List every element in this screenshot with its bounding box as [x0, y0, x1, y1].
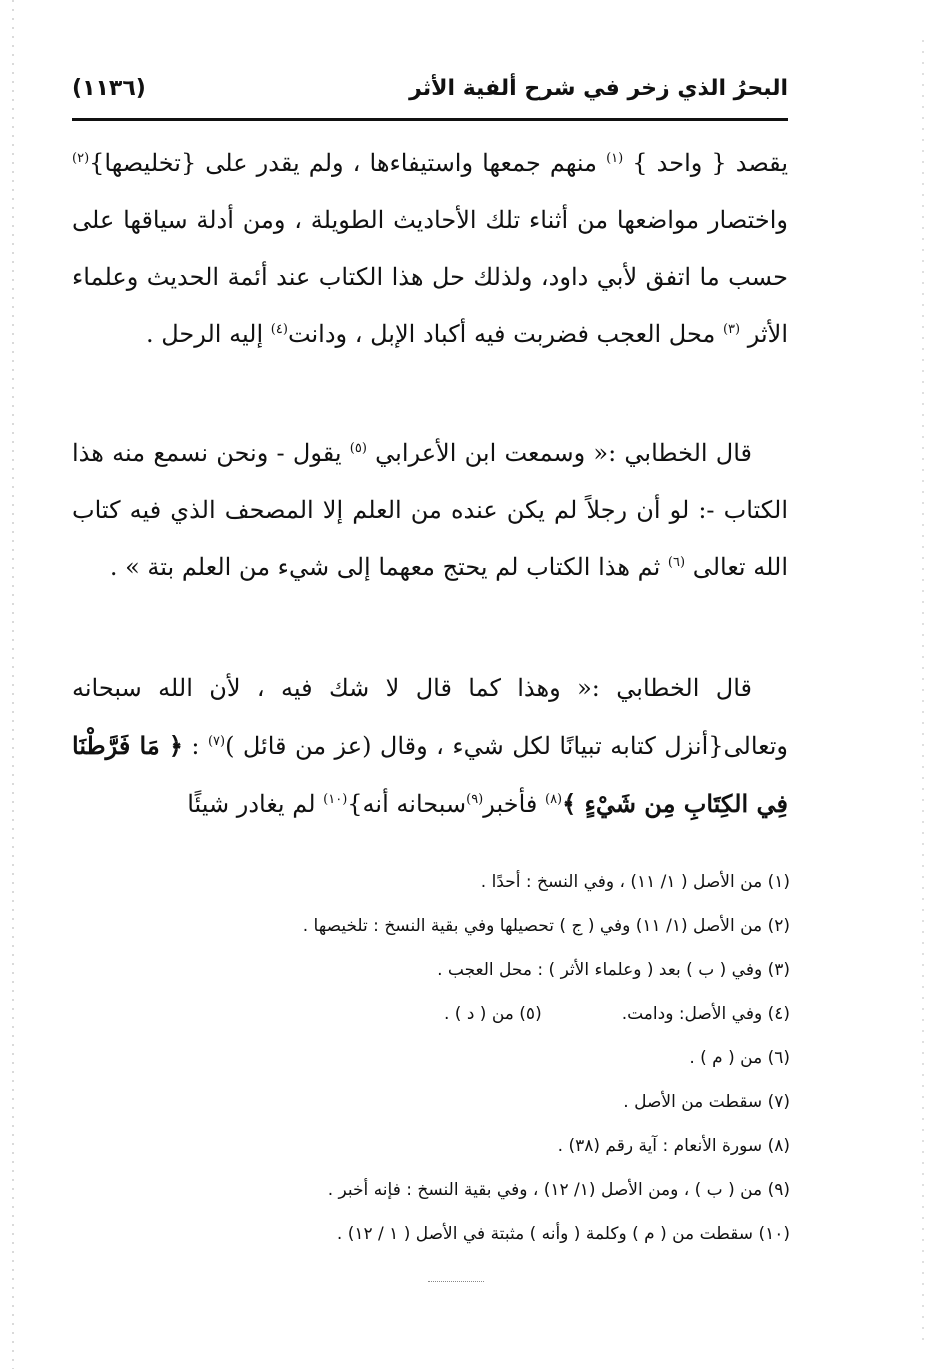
- footnote-6: (٦) من ( م ) .: [689, 1048, 790, 1068]
- text: :: [182, 732, 208, 760]
- footnote-ref: (١٠): [323, 792, 348, 807]
- footnote-ref: (٢): [72, 151, 90, 166]
- footnotes: [150, 860, 790, 1256]
- footnote-9: (٩) من ( ب ) ، ومن الأصل (١/ ١٢) ، وفي بقية النسخ : فإنه أخبر .: [327, 1180, 790, 1200]
- footnote-10: (١٠) سقطت من ( م ) وكلمة ( وأنه ) مثبتة في الأصل ( ١ / ١٢) .: [336, 1224, 790, 1244]
- text: يقول - ونحن نسمع منه هذا الكتاب -: لو أن رجلاً لم يكن عنده من العلم إلا المصحف الذي فيه كتاب الله تعالى: [72, 439, 788, 581]
- text: منهم جمعها واستيفاءها ، ولم يقدر على {تخليصها}: [89, 149, 607, 177]
- paragraph-3: [72, 660, 788, 833]
- footnote-2: (٢) من الأصل (١/ ١١) وفي ( ج ) تحصيلها وفي بقية النسخ : تلخيصها .: [302, 916, 790, 936]
- footnote-ref: (١): [606, 151, 624, 166]
- footnote-row: [150, 992, 790, 1036]
- footnote-7: (٧) سقطت من الأصل .: [623, 1092, 790, 1112]
- text: سبحانه أنه}: [347, 790, 467, 818]
- running-title: البحرُ الذي زخر في شرح ألفية الأثر: [409, 76, 788, 101]
- paragraph-1: [72, 135, 788, 363]
- text: إليه الرحل .: [145, 320, 271, 348]
- footnote-1: (١) من الأصل ( ١/ ١١) ، وفي النسخ : أحدًا .: [480, 872, 790, 892]
- text: ثم هذا الكتاب لم يحتج معهما إلى شيء من العلم بتة » .: [109, 553, 668, 581]
- page-number: (١١٣٦): [72, 76, 146, 101]
- footnote-8: (٨) سورة الأنعام : آية رقم (٣٨) .: [557, 1136, 790, 1156]
- footnote-ref: (٨): [544, 792, 563, 807]
- text: قال الخطابي :« وسمعت ابن الأعرابي: [366, 439, 752, 467]
- quran-verse: ﴿ مَا فَرَّطْنَا فِي الكِتَابِ مِن شَيْءٍ ﴾: [72, 731, 788, 818]
- text: لم يغادر شيئًا: [187, 790, 324, 818]
- footnote-ref: (٩): [466, 792, 484, 807]
- running-header: [72, 70, 788, 114]
- footnote-3: (٣) وفي ( ب ) بعد ( وعلماء الأثر ) : محل العجب .: [437, 960, 790, 980]
- text: محل العجب فضربت فيه أكباد الإبل ، ودانت: [287, 320, 723, 348]
- text: فأخبر: [483, 790, 545, 818]
- footnote-ref: (٦): [667, 555, 686, 570]
- header-rule: [72, 118, 788, 121]
- footnote-ref: (٣): [722, 322, 741, 337]
- text: واختصار مواضعها من أثناء تلك الأحاديث الطويلة ، ومن أدلة سياقها على حسب ما اتفق لأبي داود، ولذلك حل هذا الكتاب عند أئمة الحديث وعلماء الأثر: [72, 206, 788, 348]
- scan-margin-dots: [922, 40, 924, 1340]
- footnote-4: (٤) وفي الأصل: ودامت.: [621, 1004, 790, 1024]
- footnote-ref: (٧): [207, 734, 226, 749]
- footnote-ref: (٤): [270, 322, 288, 337]
- scan-margin-dots: [12, 0, 14, 1369]
- paragraph-2: [72, 425, 788, 596]
- bottom-divider: [428, 1281, 484, 1283]
- footnote-ref: (٥): [349, 441, 367, 456]
- text: قال الخطابي :« وهذا كما قال لا شك فيه ، لأن الله سبحانه وتعالى{أنزل كتابه تبيانًا لكل شيء ، وقال (عز من قائل ): [72, 674, 789, 760]
- footnote-5: (٥) من ( د ) .: [443, 1004, 542, 1024]
- text: يقصد { واحد }: [623, 149, 788, 177]
